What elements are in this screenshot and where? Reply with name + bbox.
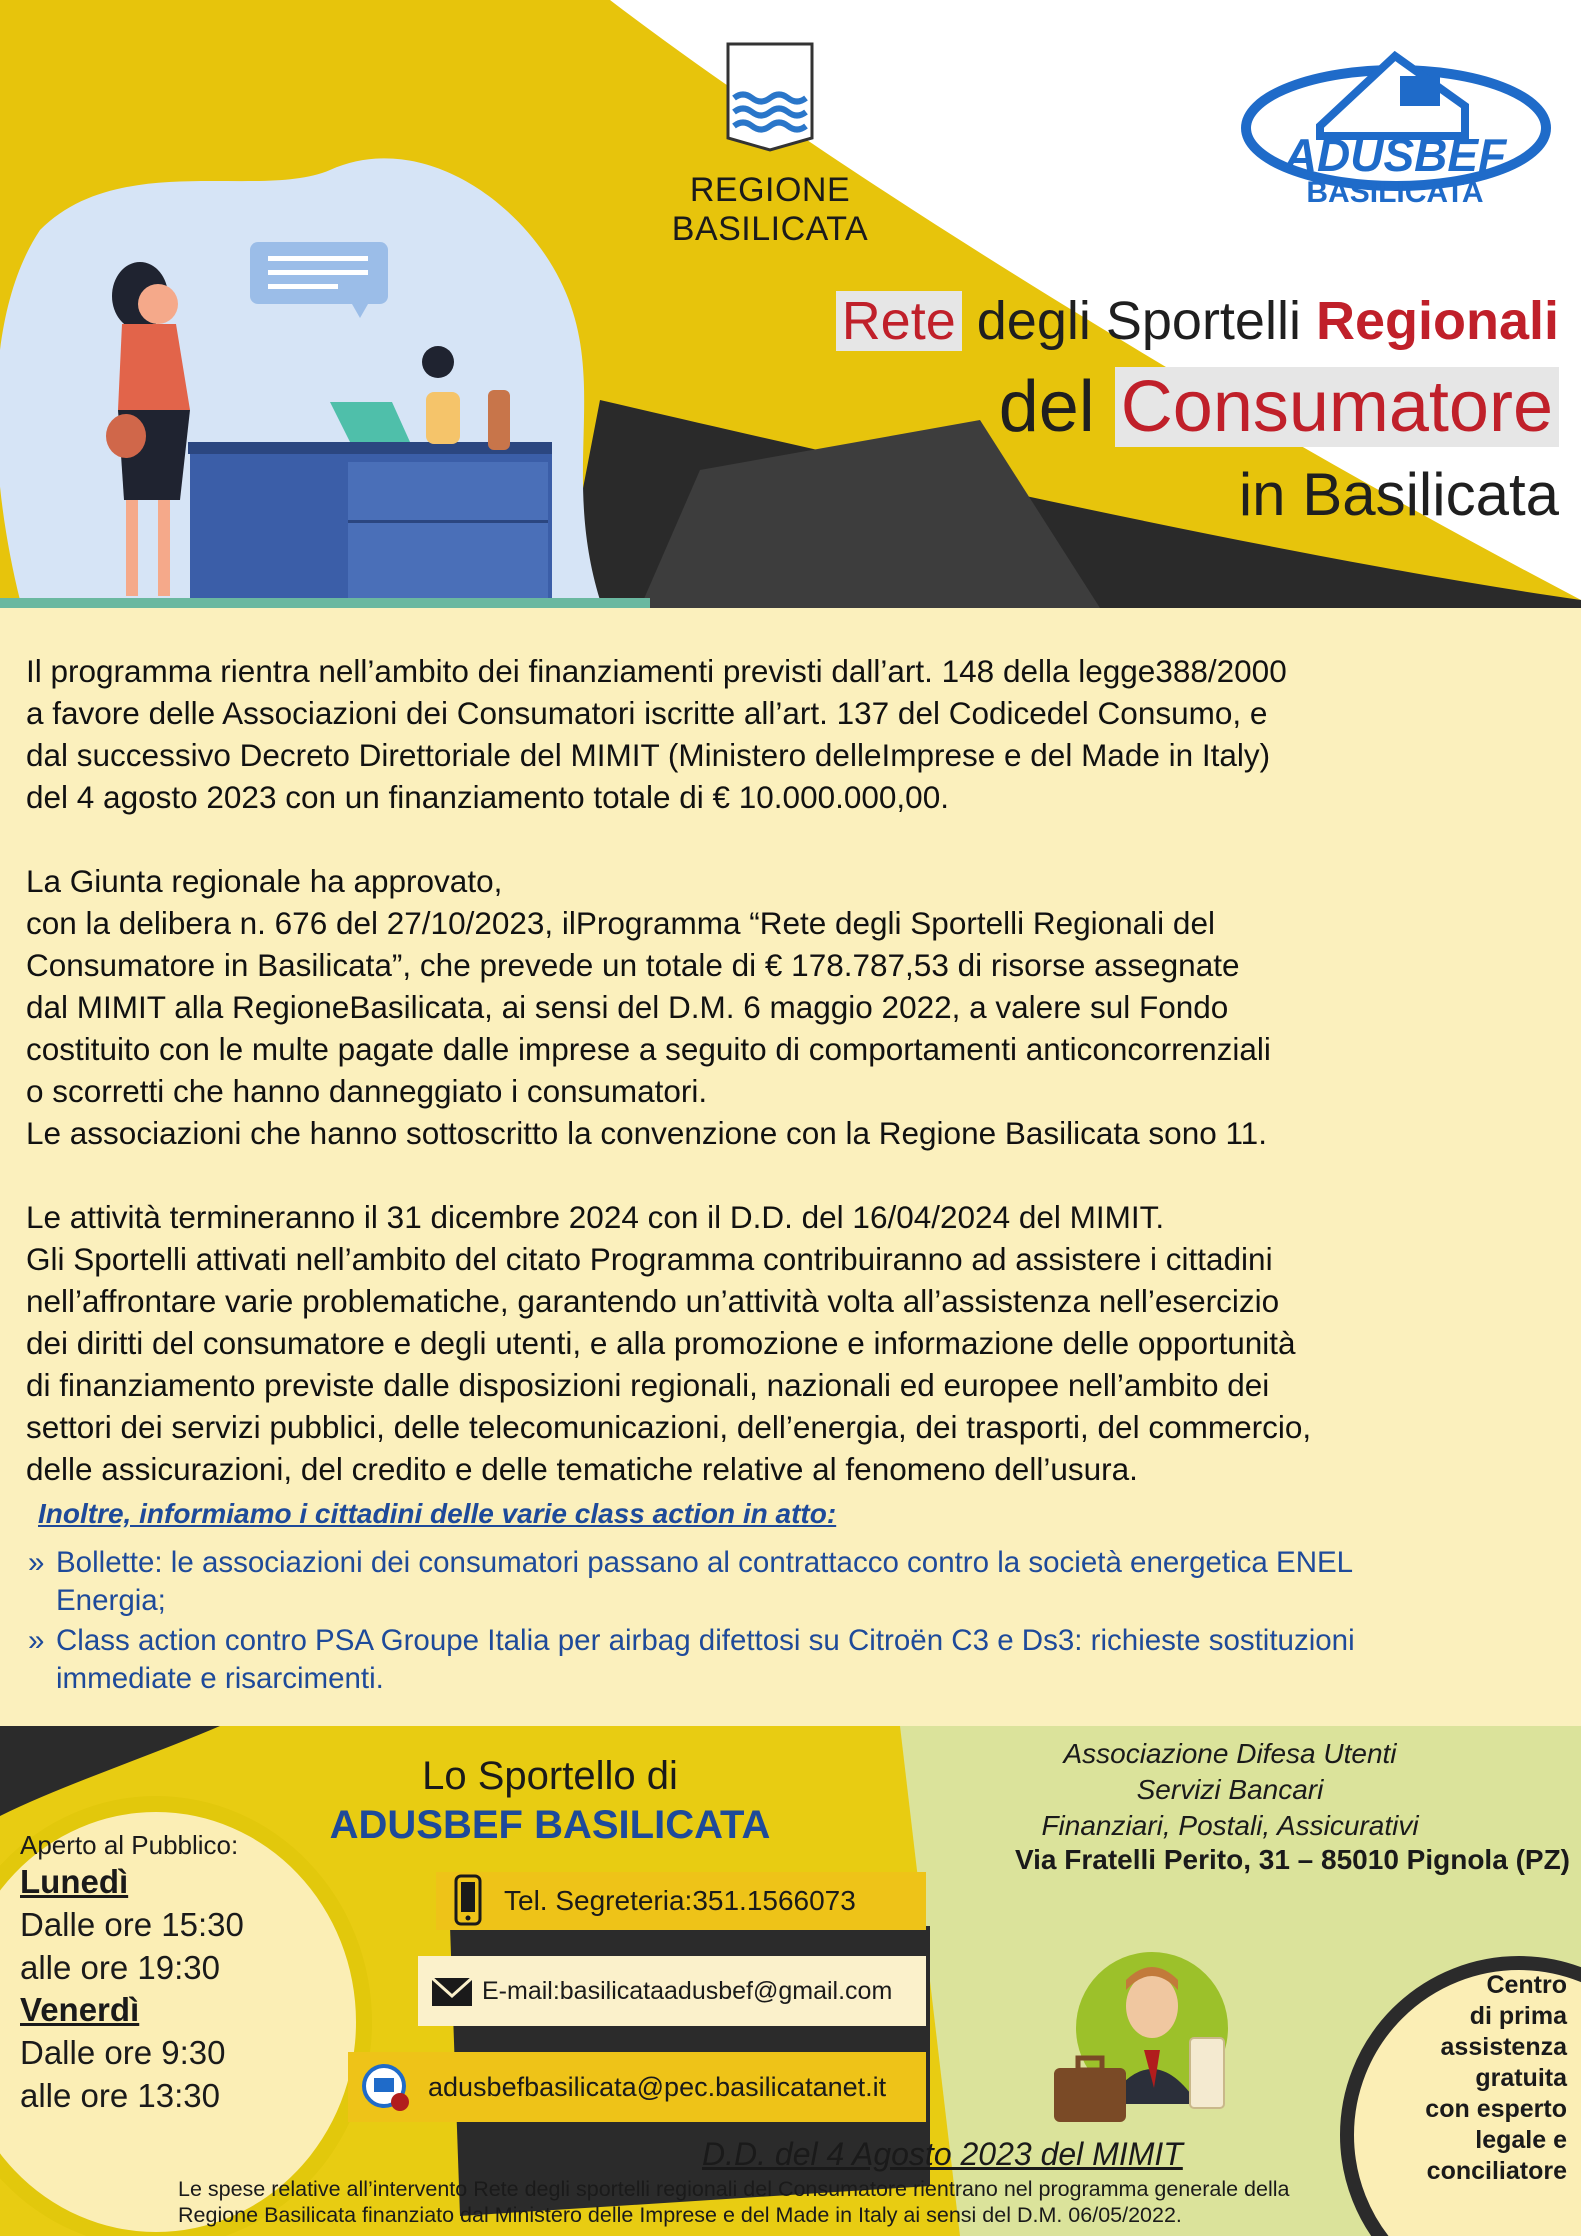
paragraph-line: di finanziamento previste dalle disposizioni regionali, nazionali ed europee nell’ambito dei [26, 1367, 1270, 1403]
envelope-icon [418, 1956, 482, 2026]
title-line-1 [836, 290, 1559, 352]
paragraph-line: a favore delle Associazioni dei Consumatori iscritte all’art. 137 del Codicedel Consumo, e [26, 695, 1268, 731]
phone-contact[interactable] [436, 1872, 926, 1930]
title-degli-sportelli: degli Sportelli [961, 291, 1316, 351]
bullet-mark: » [28, 1546, 45, 1579]
paragraph-line: del 4 agosto 2023 con un finanziamento totale di € 10.000.000,00. [26, 779, 949, 815]
centro-assistenza [1425, 1970, 1567, 2187]
paragraph-line: Il programma rientra nell’ambito dei finanziamenti previsti dall’art. 148 della legge388/2000 [26, 653, 1287, 689]
paragraph-line: con la delibera n. 676 del 27/10/2023, ilProgramma “Rete degli Sportelli Regionali del [26, 905, 1215, 941]
paragraph-line: nell’affrontare varie problematiche, garantendo un’attività volta all’assistenza nell’esercizio [26, 1283, 1280, 1319]
funding-note-line: Le spese relative all’intervento Rete degli sportelli regionali del Consumatore rientrano nel programma generale della [178, 2177, 1290, 2201]
paragraph-line: Consumatore in Basilicata”, che prevede un totale di € 178.787,53 di risorse assegnate [26, 947, 1240, 983]
sportello-label: Lo Sportello di [422, 1754, 678, 1798]
paragraph-line: Le associazioni che hanno sottoscritto la convenzione con la Regione Basilicata sono 11. [26, 1115, 1267, 1151]
monday-from: Dalle ore 15:30 [20, 1906, 244, 1943]
class-action-heading: Inoltre, informiamo i cittadini delle varie class action in atto: [38, 1498, 837, 1529]
bullet-mark: » [28, 1624, 45, 1657]
title-del: del [998, 367, 1115, 447]
paragraph-line: La Giunta regionale ha approvato, [26, 863, 503, 899]
opening-hours [20, 1830, 244, 2117]
centro-line: gratuita [1475, 2064, 1567, 2092]
list-item [28, 1544, 1558, 1620]
footer [0, 1726, 1581, 2236]
funding-note [178, 2176, 1398, 2228]
monday-to: alle ore 19:30 [20, 1949, 220, 1986]
funding-note-line: Regione Basilicata finanziato dal Ministero delle Imprese e del Made in Italy ai sensi del D.M. 06/05/2022. [178, 2203, 1182, 2227]
class-action-list [28, 1544, 1558, 1700]
centro-line: legale e [1475, 2126, 1567, 2154]
regione-name: REGIONE BASILICATA [671, 171, 869, 248]
paragraph-line: costituito con le multe pagate dalle imprese a seguito di comportamenti anticoncorrenziali [26, 1031, 1271, 1067]
association-line: Finanziari, Postali, Assicurativi [1041, 1810, 1419, 1841]
phone-number[interactable]: Tel. Segreteria:351.1566073 [504, 1885, 856, 1916]
list-item-line: Energia; [56, 1584, 166, 1617]
list-item-line: Bollette: le associazioni dei consumatori passano al contrattacco contro la società energetica ENEL [56, 1546, 1354, 1579]
address: Via Fratelli Perito, 31 – 85010 Pignola (PZ) [1014, 1844, 1570, 1875]
centro-line: conciliatore [1426, 2157, 1567, 2185]
adusbef-region: BASILICATA [1306, 176, 1484, 209]
association-line: Associazione Difesa Utenti [1063, 1738, 1397, 1769]
email-address[interactable]: E-mail:basilicataadusbef@gmail.com [482, 1976, 893, 2005]
regione-basilicata-logo [590, 40, 950, 249]
centro-line: Centro [1486, 1971, 1567, 1999]
header-banner [0, 0, 1581, 608]
title-consumatore: Consumatore [1115, 367, 1559, 447]
decree-reference: D.D. del 4 Agosto 2023 del MIMIT [702, 2136, 1183, 2172]
paragraph-line: delle assicurazioni, del credito e delle tematiche relative al fenomeno dell’usura. [26, 1451, 1138, 1487]
phone-icon [436, 1872, 496, 1930]
paragraph-line: dei diritti del consumatore e degli utenti, e alla promozione e informazione delle opportunità [26, 1325, 1296, 1361]
opening-hours-label: Aperto al Pubblico: [20, 1830, 239, 1860]
lawyer-icon [1040, 1938, 1240, 2138]
body-text [26, 650, 1556, 1532]
title-line-3: in Basilicata [1238, 461, 1559, 528]
paragraph-3 [26, 1196, 1556, 1490]
paragraph-line: dal successivo Decreto Direttoriale del MIMIT (Ministero delleImprese e del Made in Italy) [26, 737, 1271, 773]
adusbef-logo [1230, 36, 1560, 209]
association-name [900, 1736, 1560, 1844]
friday-to: alle ore 13:30 [20, 2077, 220, 2114]
paragraph-line: Gli Sportelli attivati nell’ambito del citato Programma contribuiranno ad assistere i cittadini [26, 1241, 1273, 1277]
paragraph-line: settori dei servizi pubblici, delle telecomunicazioni, dell’energia, dei trasporti, del commercio, [26, 1409, 1312, 1445]
list-item-line: Class action contro PSA Groupe Italia per airbag difettosi su Citroën C3 e Ds3: richieste sostituzioni [56, 1624, 1355, 1657]
list-item-line: immediate e risarcimenti. [56, 1662, 384, 1695]
paragraph-line: o scorretti che hanno danneggiato i consumatori. [26, 1073, 708, 1109]
friday-from: Dalle ore 9:30 [20, 2034, 226, 2071]
title-regionali: Regionali [1315, 291, 1559, 351]
pec-contact[interactable] [348, 2052, 926, 2122]
centro-line: con esperto [1425, 2095, 1567, 2123]
adusbef-brand: ADUSBEF [1283, 129, 1507, 181]
day-monday: Lunedì [20, 1863, 129, 1900]
list-item [28, 1622, 1558, 1698]
title-line-2 [999, 366, 1559, 448]
association-line: Servizi Bancari [1136, 1774, 1324, 1805]
day-friday: Venerdì [20, 1991, 140, 2028]
paragraph-line: Le attività termineranno il 31 dicembre 2024 con il D.D. del 16/04/2024 del MIMIT. [26, 1199, 1165, 1235]
title-rete: Rete [836, 291, 962, 351]
centro-line: di prima [1469, 2002, 1567, 2030]
paragraph-1 [26, 650, 1556, 818]
sportello-heading [300, 1754, 800, 1848]
email-contact[interactable] [418, 1956, 926, 2026]
sportello-name: ADUSBEF BASILICATA [329, 1803, 771, 1847]
pec-mail-icon [348, 2052, 428, 2122]
paragraph-line: dal MIMIT alla RegioneBasilicata, ai sensi del D.M. 6 maggio 2022, a valere sul Fondo [26, 989, 1229, 1025]
pec-address[interactable]: adusbefbasilicata@pec.basilicatanet.it [428, 2071, 887, 2102]
centro-line: assistenza [1440, 2033, 1567, 2061]
regione-crest-icon [724, 40, 816, 152]
paragraph-2 [26, 860, 1556, 1154]
